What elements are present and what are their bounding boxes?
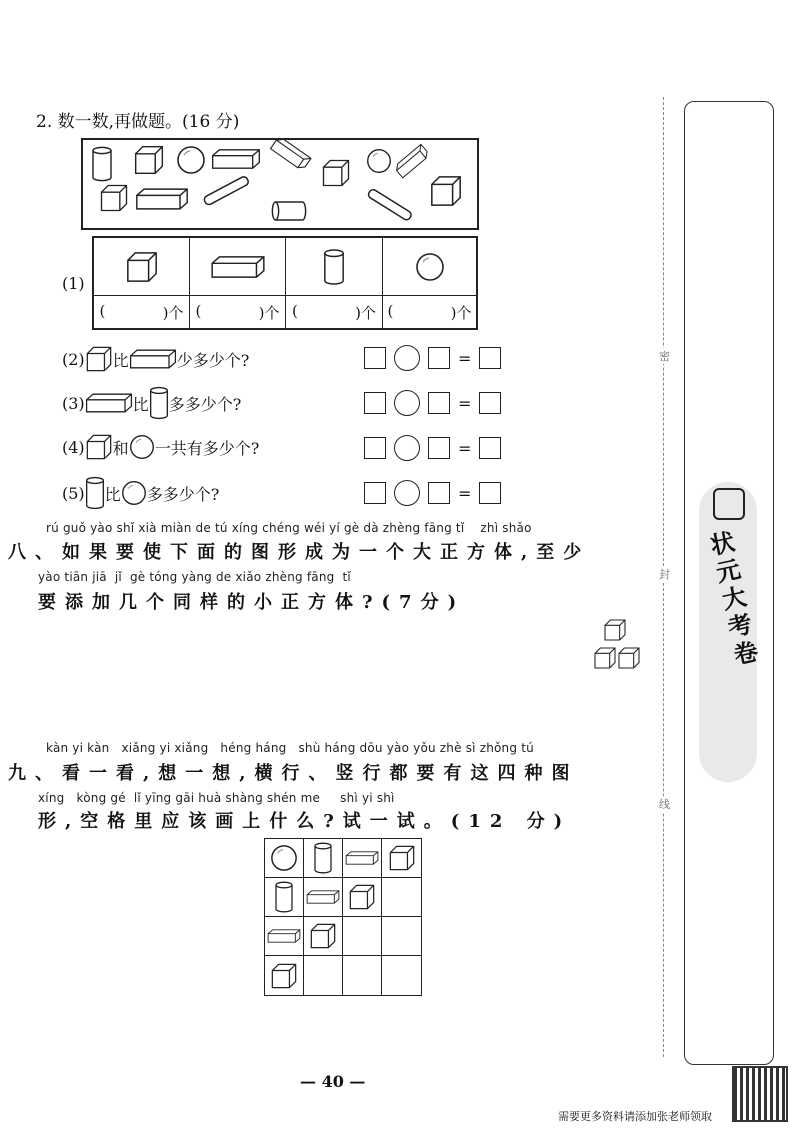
qr-code <box>732 1066 788 1122</box>
count-answer-cube[interactable]: ( )个 <box>94 296 190 328</box>
equation-row-4: = <box>364 435 501 461</box>
count-table <box>92 236 478 330</box>
cylinder-icon <box>272 202 305 220</box>
cuboid-icon <box>137 189 187 209</box>
operator-circle[interactable] <box>394 480 420 506</box>
grid-cell-empty[interactable] <box>382 956 421 995</box>
grid-cell-sphere <box>265 839 304 878</box>
grid-cell-cylinder <box>265 878 304 917</box>
cylinder-icon <box>85 476 105 510</box>
brand-logo <box>699 482 762 782</box>
grid-cell-empty[interactable] <box>382 917 421 956</box>
answer-box[interactable] <box>479 392 501 414</box>
operator-circle[interactable] <box>394 435 420 461</box>
shapes-illustration <box>83 140 477 228</box>
cuboid-icon <box>394 144 430 177</box>
equation-row-5: = <box>364 480 501 506</box>
operator-circle[interactable] <box>394 390 420 416</box>
brand-name: 状元大考卷 <box>703 528 762 672</box>
sphere-icon <box>121 480 147 506</box>
answer-box[interactable] <box>364 347 386 369</box>
equation-row-3: = <box>364 390 501 416</box>
cube-icon <box>432 177 460 205</box>
answer-box[interactable] <box>479 437 501 459</box>
grid-cell-empty[interactable] <box>343 917 382 956</box>
grid-cell-cuboid <box>343 839 382 878</box>
operator-circle[interactable] <box>394 345 420 371</box>
count-answer-cuboid[interactable]: ( )个 <box>190 296 286 328</box>
count-cell-sphere <box>383 238 476 296</box>
answer-box[interactable] <box>364 482 386 504</box>
cube-icon <box>85 345 113 373</box>
answer-box[interactable] <box>479 482 501 504</box>
answer-box[interactable] <box>364 437 386 459</box>
seal-mark-mid: 封 <box>659 568 670 581</box>
count-cell-cylinder <box>286 238 383 296</box>
q9-pinyin-2: xíng kòng gé lǐ yīng gāi huà shàng shén me shì yi shì <box>38 791 395 805</box>
cuboid-icon <box>85 390 133 416</box>
grid-cell-cylinder <box>304 839 343 878</box>
answer-box[interactable] <box>428 392 450 414</box>
part-2-question: (2) 比 少多少个? <box>62 345 249 373</box>
cuboid-icon <box>270 140 310 171</box>
grid-cell-cube <box>382 839 421 878</box>
question-2-title: 2. 数一数,再做题。(16 分) <box>36 112 240 132</box>
shape-grid <box>264 838 422 996</box>
shapes-collection <box>81 138 479 230</box>
cylinder-icon <box>93 147 111 180</box>
cuboid-icon <box>129 346 177 372</box>
count-cell-cuboid <box>190 238 286 296</box>
grid-cell-empty[interactable] <box>304 956 343 995</box>
stacked-cubes-figure <box>593 618 649 674</box>
grid-cell-empty[interactable] <box>382 878 421 917</box>
grid-cell-cuboid <box>265 917 304 956</box>
cube-icon <box>102 186 127 211</box>
page-number: — 40 — <box>300 1072 366 1091</box>
cube-icon <box>85 433 113 461</box>
sphere-icon <box>129 434 155 460</box>
answer-box[interactable] <box>364 392 386 414</box>
q9-line-1: 九、看一看,想一想,横行、竖行都要有这四种图 <box>8 763 579 784</box>
part-4-question: (4) 和 一共有多少个? <box>62 433 259 461</box>
q9-line-2: 形,空格里应该画上什么?试一试。(12 分) <box>38 811 572 832</box>
part-5-question: (5) 比 多多少个? <box>62 476 219 510</box>
equation-row-2: = <box>364 345 501 371</box>
part-1-label: (1) <box>62 274 85 293</box>
seal-mark-bottom: 线 <box>659 798 670 811</box>
cube-icon <box>136 147 163 174</box>
grid-cell-cube <box>304 917 343 956</box>
answer-box[interactable] <box>428 437 450 459</box>
count-answer-sphere[interactable]: ( )个 <box>387 301 472 322</box>
count-cell-cube <box>94 238 190 296</box>
answer-box[interactable] <box>428 347 450 369</box>
brand-icon <box>713 488 745 520</box>
footer-note: 需要更多资料请添加张老师领取 <box>558 1110 712 1123</box>
cube-icon <box>324 161 349 186</box>
q8-pinyin-1: rú guǒ yào shǐ xià miàn de tú xíng chéng wéi yí gè dà zhèng fāng tǐ zhì shǎo <box>46 521 532 535</box>
q8-line-1: 八、如果要使下面的图形成为一个大正方体,至少 <box>8 542 591 563</box>
answer-box[interactable] <box>428 482 450 504</box>
answer-box[interactable] <box>479 347 501 369</box>
part-3-question: (3) 比 多多少个? <box>62 386 241 420</box>
sphere-icon <box>178 147 204 173</box>
side-panel <box>684 101 774 1065</box>
cuboid-icon <box>213 150 260 168</box>
sphere-icon <box>368 150 391 173</box>
q8-pinyin-2: yào tiān jiā jǐ gè tóng yàng de xiǎo zhèng fāng tǐ <box>38 570 351 584</box>
grid-cell-cuboid <box>304 878 343 917</box>
cylinder-icon <box>149 386 169 420</box>
grid-cell-empty[interactable] <box>343 956 382 995</box>
q9-pinyin-1: kàn yi kàn xiǎng yi xiǎng héng háng shù háng dōu yào yǒu zhè sì zhǒng tú <box>46 741 534 755</box>
seal-mark-top: 密 <box>659 350 670 363</box>
grid-cell-cube <box>265 956 304 995</box>
q8-line-2: 要添加几个同样的小正方体?(7分) <box>38 592 466 613</box>
grid-cell-cube <box>343 878 382 917</box>
count-answer-cylinder[interactable]: ( )个 <box>286 296 383 328</box>
